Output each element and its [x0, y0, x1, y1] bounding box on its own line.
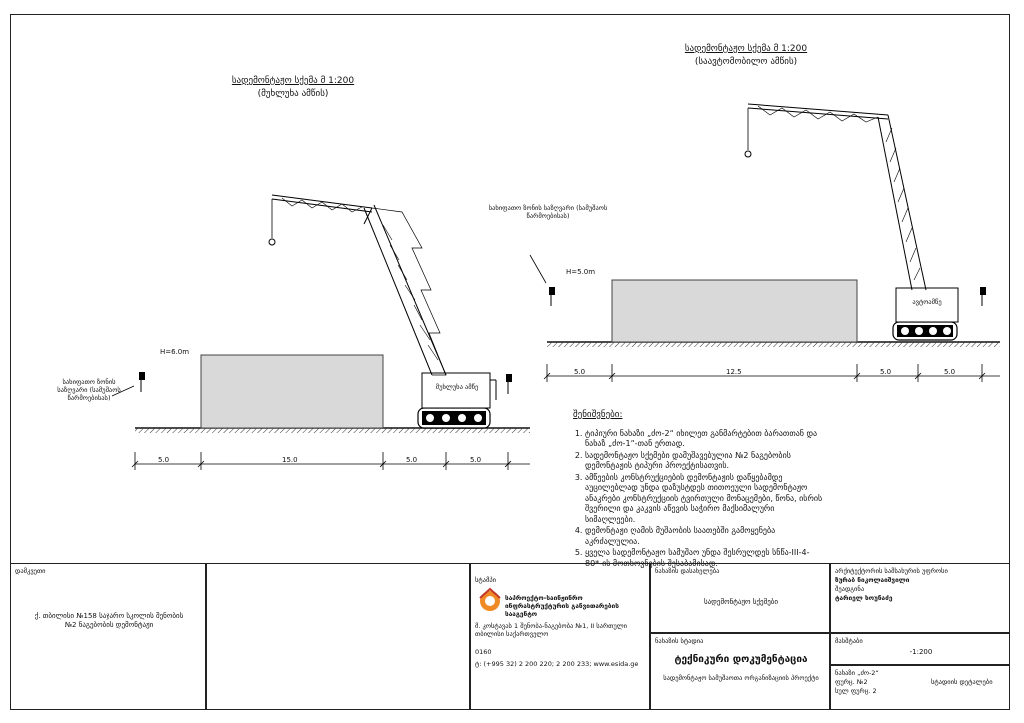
- note-item: 4. დემონტაჟი ღამის მუშაობის საათებში გამოყენება აკრძალულია.: [585, 526, 823, 547]
- org-address: მ. კოსტავას 1 შენობა-ნაგებობა №1, II სართული თბილისი საქართველო: [475, 622, 628, 638]
- right-zone-arrow: [530, 255, 546, 283]
- right-dimension-line: [544, 364, 1000, 382]
- checked-name: ტარიელ ხოუნაძე: [835, 594, 893, 602]
- author-name: ზურაბ ნიკოლაიშვილი: [835, 576, 910, 584]
- checked-label: შეადგინა: [835, 585, 865, 593]
- right-dim-2: 12.5: [726, 368, 742, 376]
- right-dim-1: 5.0: [574, 368, 586, 376]
- notes-heading: შენიშვნები:: [573, 410, 623, 420]
- sheet-num: ფურც. №2: [835, 678, 868, 686]
- left-dim-4: 5.0: [470, 456, 482, 464]
- stage-cell: [650, 633, 830, 710]
- drawing-name: სადემონტაჟო სქემები: [703, 598, 779, 606]
- note-item: 2. სადემონტაჟო სქემები დამუშავებულია №2 ნაგებობის დემონტაჟის ტიპური პროექტისათვის.: [585, 451, 823, 472]
- stage-value: ტექნიკური დოკუმენტაცია: [674, 654, 808, 665]
- note-item: 1. ტიპიური ნახაზი „ძო-2“ იხილეთ განმარტებით ბარათთან და ნახაზ „ძო-1“-თან ერთად.: [585, 429, 823, 450]
- right-ground-hatch: [547, 342, 1000, 347]
- note-item: 3. ამწეების კონსტრუქციების დემონტაჟის დაწყებამდე აუცილებლად უნდა დაზუსტდეს თითოეული სადემონტაჟო ანაკრები კონსტრუქციის ტვირთული მონაცემები, წონა, ისრის შვერილი და კაკვის აწევის საჭირო მაქსიმალური სიმაღლეები.: [585, 473, 823, 526]
- designer-header: სტამპი: [475, 576, 497, 584]
- sheet-type: სტადიის დეტალები: [931, 678, 993, 686]
- notes-block: [573, 410, 823, 570]
- org-postcode: 0160: [475, 648, 492, 656]
- note-item: 5. ყველა სადემონტაჟო სამუშაო უნდა შესრულდეს სნწა-III-4-80*-ის მოთხოვნების შესაბამისად.: [585, 548, 823, 569]
- right-building: [612, 280, 857, 342]
- notes-list: [573, 429, 823, 570]
- right-scheme: [530, 104, 1000, 382]
- right-dim-4: 5.0: [944, 368, 956, 376]
- scale-value: -1:200: [909, 648, 933, 656]
- org-phone: ტ: (+995 32) 2 200 220; 2 200 233; www.esida.ge: [475, 660, 639, 668]
- left-diagram-subtitle: (მუხლუხა ამწის): [257, 89, 329, 99]
- left-flag-1: [139, 372, 145, 392]
- signature-cell: [206, 563, 470, 710]
- org-name: საპროექტო-საინჟინრო ინფრასტრუქტურის განვითარების სააგენტო: [505, 594, 619, 618]
- client-header: დამკვეთი: [15, 567, 46, 575]
- scale-cell: [830, 633, 1010, 665]
- left-zone-label: სახიფათო ზონის საზღვარი (სამუშაოს წარმოებისას): [57, 378, 121, 402]
- left-dim-2: 15.0: [282, 456, 298, 464]
- left-scheme: [112, 195, 530, 470]
- left-height-label: H=6.0m: [160, 348, 190, 356]
- left-dim-1: 5.0: [158, 456, 170, 464]
- designer-cell: [470, 563, 650, 710]
- stage-sub: სადემონტაჟო სამუშაოთა ორგანიზაციის პროექტი: [663, 674, 819, 682]
- right-crane-label: ავტოამწე: [912, 298, 942, 306]
- sheet-code: ნახაზი „ძო-2“: [835, 669, 879, 677]
- left-crane-boom: [269, 195, 446, 375]
- left-crane-tracks: [418, 408, 490, 428]
- right-diagram-title: სადემონტაჟო სქემა მ 1:200: [684, 44, 808, 54]
- drawing-name-header: ნახაზის დასახელება: [655, 567, 720, 575]
- scale-label: მასშტაბი: [835, 637, 863, 645]
- right-flag-1: [549, 287, 555, 306]
- left-crane-label: მუხლუხა ამწე: [435, 383, 479, 391]
- left-ground-hatch: [135, 428, 530, 433]
- left-flag-2: [506, 374, 512, 394]
- right-crane-tracks: [893, 322, 957, 340]
- right-zone-label: სახიფათო ზონის საზღვარი (სამუშაოს წარმოებისას): [488, 204, 608, 220]
- client-cell: [10, 563, 206, 710]
- client-text: ქ. თბილისი №158 საჯარო სკოლის შენობის №2 ნაგებობის დემონტაჟი: [34, 612, 184, 629]
- right-flag-2: [980, 287, 986, 306]
- stage-header: ნახაზის სტადია: [655, 637, 704, 645]
- author-cell: [830, 563, 1010, 633]
- sheet-cell: [830, 665, 1010, 710]
- right-height-label: H=5.0m: [566, 268, 596, 276]
- right-dim-3: 5.0: [880, 368, 892, 376]
- left-diagram-title: სადემონტაჟო სქემა მ 1:200: [231, 76, 355, 86]
- author-header: არქიტექტორის სამსახურის უფროსი: [835, 567, 948, 575]
- drawing-name-cell: [650, 563, 830, 633]
- left-building: [201, 355, 383, 428]
- right-crane-boom: [745, 104, 926, 290]
- left-dim-3: 5.0: [406, 456, 418, 464]
- org-logo-icon: [475, 586, 505, 612]
- sheets-total: სულ ფურც. 2: [835, 687, 877, 695]
- right-diagram-subtitle: (საავტომობილო ამწის): [694, 57, 798, 67]
